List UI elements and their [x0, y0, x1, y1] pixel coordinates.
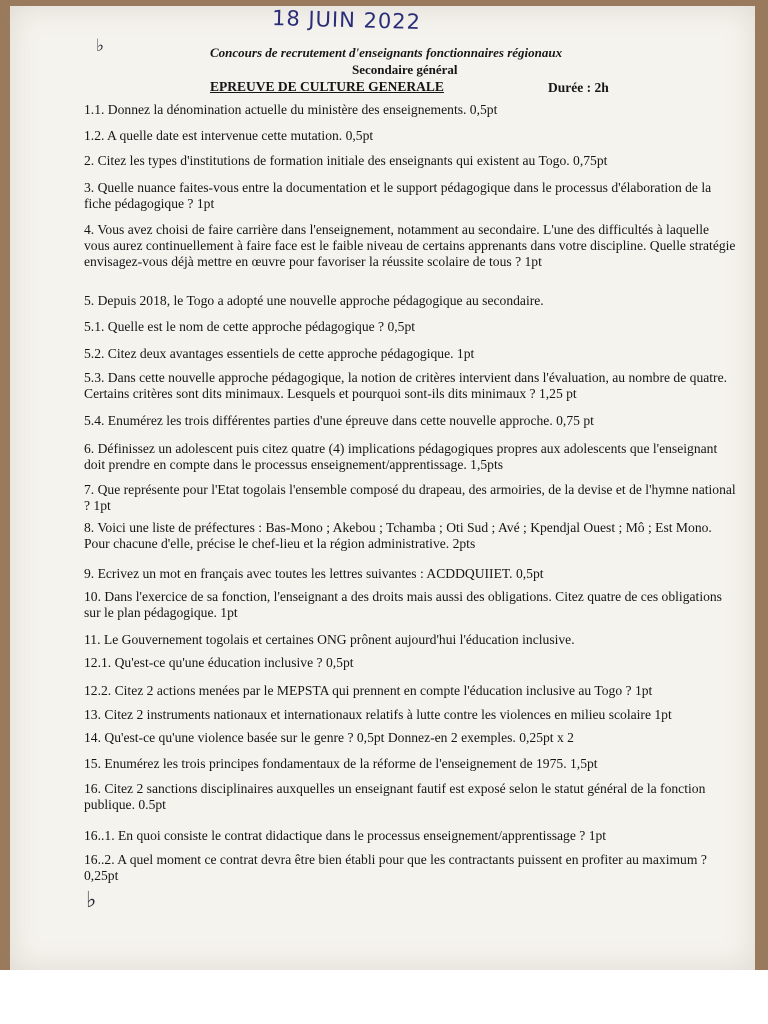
question-12-2: 12.2. Citez 2 actions menées par le MEPSTA qui prennent en compte l'éducation inclusive au Togo ? 1pt [84, 683, 653, 698]
question-16: 16. Citez 2 sanctions disciplinaires auxquelles un enseignant fautif est exposé selon le statut général de la fonction publique. 0.5pt [84, 781, 706, 812]
question-9: 9. Ecrivez un mot en français avec toutes les lettres suivantes : ACDDQUIIET. 0,5pt [84, 566, 544, 581]
question-13: 13. Citez 2 instruments nationaux et internationaux relatifs à lutte contre les violences en milieu scolaire 1pt [84, 707, 672, 722]
exam-header-line2: Secondaire général [352, 62, 458, 77]
question-5-2: 5.2. Citez deux avantages essentiels de cette approche pédagogique. 1pt [84, 346, 475, 361]
question-1-2: 1.2. A quelle date est intervenue cette mutation. 0,5pt [84, 128, 374, 143]
question-16-2: 16..2. A quel moment ce contrat devra être bien établi pour que les contractants puissent en profiter au maximum ? 0,25pt [84, 852, 707, 883]
question-12-1: 12.1. Qu'est-ce qu'une éducation inclusive ? 0,5pt [84, 655, 354, 670]
page-margin [0, 970, 768, 1024]
exam-duration: Durée : 2h [548, 80, 609, 95]
question-5-3: 5.3. Dans cette nouvelle approche pédagogique, la notion de critères intervient dans l'évaluation, au nombre de quatre. Certains critères sont dits minimaux. Lesquels et pourquoi sont-ils dits minimaux ? 1,25 pt [84, 370, 728, 401]
question-14: 14. Qu'est-ce qu'une violence basée sur le genre ? 0,5pt Donnez-en 2 exemples. 0,25pt x 2 [84, 730, 574, 745]
exam-header-line1: Concours de recrutement d'enseignants fonctionnaires régionaux [210, 45, 563, 60]
question-5: 5. Depuis 2018, le Togo a adopté une nouvelle approche pédagogique au secondaire. [84, 293, 544, 308]
question-7: 7. Que représente pour l'Etat togolais l'ensemble composé du drapeau, des armoiries, de la devise et de l'hymne national ? 1pt [84, 482, 736, 513]
question-4: 4. Vous avez choisi de faire carrière dans l'enseignement, notamment au secondaire. L'une des difficultés à laquelle vous aurez continuellement à faire face est le faible niveau de certains apprenants dans votre discipline. Quelle stratégie envisagez-vous déjà mettre en œuvre pour favoriser la réussite scolaire de tous ? 1pt [84, 222, 736, 269]
question-3: 3. Quelle nuance faites-vous entre la documentation et le support pédagogique dans le processus d'élaboration de la fiche pédagogique ? 1pt [84, 180, 712, 211]
question-5-1: 5.1. Quelle est le nom de cette approche pédagogique ? 0,5pt [84, 319, 416, 334]
pen-mark-icon: ♭ [96, 36, 105, 56]
question-1-1: 1.1. Donnez la dénomination actuelle du ministère des enseignements. 0,5pt [84, 102, 498, 117]
pen-mark-icon: ♭ [86, 888, 97, 913]
question-6: 6. Définissez un adolescent puis citez quatre (4) implications pédagogiques propres aux adolescents que l'enseignant doit prendre en compte dans le processus enseignement/apprentissage. 1,5pts [84, 441, 718, 472]
question-5-4: 5.4. Enumérez les trois différentes parties d'une épreuve dans cette nouvelle approche. 0,75 pt [84, 413, 594, 428]
question-10: 10. Dans l'exercice de sa fonction, l'enseignant a des droits mais aussi des obligations. Citez quatre de ces obligations sur le plan pédagogique. 1pt [84, 589, 722, 620]
question-2: 2. Citez les types d'institutions de formation initiale des enseignants qui existent au Togo. 0,75pt [84, 153, 608, 168]
question-15: 15. Enumérez les trois principes fondamentaux de la réforme de l'enseignement de 1975. 1,5pt [84, 756, 598, 771]
handwritten-date: 18 JUIN 2022 [271, 6, 422, 34]
exam-title: EPREUVE DE CULTURE GENERALE [210, 79, 444, 94]
question-8: 8. Voici une liste de préfectures : Bas-Mono ; Akebou ; Tchamba ; Oti Sud ; Avé ; Kpendjal Ouest ; Mô ; Est Mono. Pour chacune d'elle, précise le chef-lieu et la région administrative. 2pts [84, 520, 712, 551]
question-11: 11. Le Gouvernement togolais et certaines ONG prônent aujourd'hui l'éducation inclusive. [84, 632, 575, 647]
question-16-1: 16..1. En quoi consiste le contrat didactique dans le processus enseignement/apprentissage ? 1pt [84, 828, 607, 843]
